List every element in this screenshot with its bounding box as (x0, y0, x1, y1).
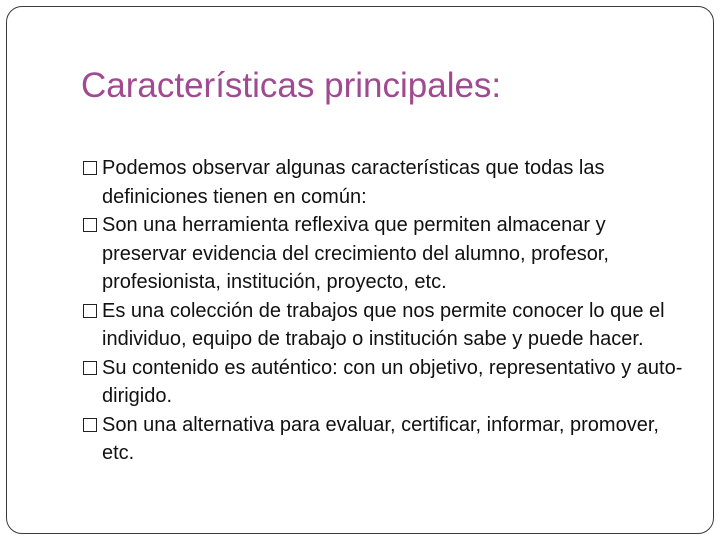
checkbox-square-icon (83, 418, 97, 432)
slide (6, 6, 714, 534)
checkbox-square-icon (83, 304, 97, 318)
bullet-text: Son una alternativa para evaluar, certificar, informar, promover, etc. (102, 413, 659, 464)
bullet-text: Es una colección de trabajos que nos permite conocer lo que el individuo, equipo de trabajo o institución sabe y puede hacer. (102, 299, 665, 350)
checkbox-square-icon (83, 218, 97, 232)
bullet-list (83, 154, 693, 468)
bullet-item (83, 297, 693, 354)
bullet-item (83, 154, 693, 211)
checkbox-square-icon (83, 361, 97, 375)
checkbox-square-icon (83, 161, 97, 175)
bullet-item (83, 411, 693, 468)
slide-title: Características principales: (81, 66, 502, 105)
bullet-item (83, 211, 693, 297)
bullet-text: Son una herramienta reflexiva que permiten almacenar y preservar evidencia del crecimiento del alumno, profesor, profesionista, institución, proyecto, etc. (102, 214, 609, 293)
bullet-item (83, 354, 693, 411)
bullet-text: Su contenido es auténtico: con un objetivo, representativo y auto-dirigido. (102, 356, 683, 407)
bullet-text: Podemos observar algunas características que todas las definiciones tienen en común: (102, 157, 605, 208)
